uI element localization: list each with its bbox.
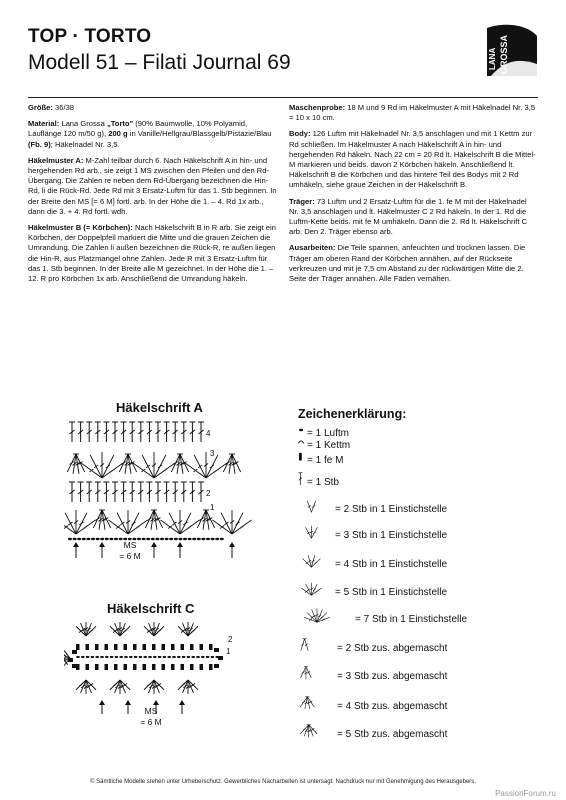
row-4-stitch <box>138 422 144 442</box>
single-crochet <box>190 644 194 650</box>
5-stb-cluster-icon <box>295 722 339 740</box>
row-2-stitch <box>164 482 170 502</box>
single-crochet <box>171 644 175 650</box>
left-column <box>28 103 277 290</box>
row-4-stitch <box>181 422 187 442</box>
single-crochet <box>105 664 109 670</box>
single-crochet <box>76 644 80 650</box>
4-stb-fan-icon <box>295 552 339 570</box>
single-crochet <box>162 664 166 670</box>
row-number: 2 <box>228 635 233 644</box>
body-label: Body: <box>289 129 311 139</box>
body-text: 126 Luftm mit Häkelnadel Nr. 3,5 anschlagen und mit 1 Kettm zur Rd schließen. Im Häkelmuster A nach Häkelschrift A in hin- und hergehenden Rd häkeln. Nach 22 cm = 20 Rd lt. Häkelschrift B die Mittel-M markieren und beids. davon 2 Körbchen häkeln. Anschließend lt. Häkelschrift B die Körbchen und das hintere Teil des Bodys mit 2 Rd umhäkeln, siehe graue Zeichen in der Häkelschrift B. <box>289 129 536 190</box>
groesse-value: 36/38 <box>52 103 75 112</box>
row-3-fan <box>81 452 123 478</box>
row-2-stitch <box>146 482 152 502</box>
legend-item <box>295 640 535 658</box>
pattern-repeat-arrow <box>177 542 183 558</box>
row-2-stitch <box>198 482 204 502</box>
row-2-stitch <box>78 482 84 502</box>
single-crochet <box>86 644 90 650</box>
top-border-fan <box>144 622 164 636</box>
ms-end-arrow <box>151 542 157 558</box>
body-paragraph <box>289 129 538 190</box>
lana-grossa-logo <box>483 20 541 80</box>
legend-item-label: = 4 Stb in 1 Einstichstelle <box>335 559 448 570</box>
single-crochet <box>68 658 73 662</box>
single-crochet <box>133 664 137 670</box>
ms-count-a: = 6 M <box>119 551 141 561</box>
single-crochet <box>152 664 156 670</box>
single-crochet <box>181 664 185 670</box>
row-4-stitch <box>189 422 195 442</box>
legend-item-label: = 1 fe M <box>307 455 344 466</box>
legend-item <box>295 452 535 470</box>
row-4-stitch <box>121 422 127 442</box>
legend-item-label: = 7 Stb in 1 Einstichstelle <box>355 614 468 625</box>
row-1-fan <box>108 510 147 534</box>
legend-item-label: = 1 Stb <box>307 477 339 488</box>
material-text: Lana Grossa <box>59 119 107 129</box>
material-amount: 200 g <box>108 129 128 139</box>
row-1-fan <box>64 510 96 534</box>
traeger-text: 73 Luftm und 2 Ersatz-Luftm für die 1. fe M mit der Häkelnadel Nr. 3,5 anschlagen und lt. Häkelmuster C 2 Rd häkeln. In der 1. Rd die Luftm-Kette beids. mit fe M umhäkeln. Dann die 2. Rd lt. Häkelschrift C arb. Den 2. Träger ebenso arb. <box>289 196 528 237</box>
legend-item <box>295 698 535 716</box>
material-yarn: „Torto" <box>106 119 134 129</box>
single-crochet <box>72 664 77 668</box>
single-crochet <box>209 664 213 670</box>
legend-item-label: = 4 Stb zus. abgemascht <box>337 701 448 712</box>
single-crochet <box>200 644 204 650</box>
pattern-repeat-arrow <box>99 700 105 714</box>
row-2-stitch <box>103 482 109 502</box>
bottom-border-fan <box>76 680 96 694</box>
row-2-stitch <box>189 482 195 502</box>
row-2-stitch <box>172 482 178 502</box>
legend-item <box>295 584 535 602</box>
single-crochet <box>190 664 194 670</box>
legend-item-label: = 3 Stb zus. abgemascht <box>337 671 448 682</box>
legend-item <box>295 668 535 686</box>
legend-item <box>295 527 535 545</box>
right-column <box>289 103 538 290</box>
row-3-cluster <box>223 454 240 474</box>
row-number: 2 <box>206 489 211 498</box>
bottom-border-fan <box>110 680 130 694</box>
double-crochet-symbol <box>298 473 302 485</box>
maschenprobe-label: Maschenprobe: <box>289 103 346 112</box>
row-2-stitch <box>112 482 118 502</box>
row-4-stitch <box>129 422 135 442</box>
single-crochet <box>200 664 204 670</box>
row-2-stitch <box>121 482 127 502</box>
single-crochet <box>114 644 118 650</box>
muster-a-paragraph <box>28 156 277 217</box>
row-number: 3 <box>210 449 215 458</box>
legend-item <box>295 556 535 574</box>
crochet-chart-a <box>64 418 264 568</box>
row-4-stitch <box>155 422 161 442</box>
ms-label-a: MS <box>123 540 137 550</box>
pattern-repeat-arrow <box>179 700 185 714</box>
row-4-stitch <box>78 422 84 442</box>
legend-item-label: = 1 Kettm <box>307 440 351 451</box>
material-text: ; Häkelnadel Nr. 3,5. <box>50 139 120 149</box>
5-stb-fan-icon <box>295 580 339 598</box>
single-crochet <box>105 644 109 650</box>
legend-item <box>295 726 535 744</box>
groesse-paragraph <box>28 103 277 113</box>
single-crochet <box>86 664 90 670</box>
row-number: 1 <box>210 503 215 512</box>
chain-foundation <box>76 656 219 658</box>
row-1-fan <box>212 510 251 534</box>
single-crochet <box>133 644 137 650</box>
muster-b-paragraph <box>28 223 277 284</box>
maschenprobe-paragraph <box>289 103 538 123</box>
single-crochet <box>114 664 118 670</box>
single-crochet <box>171 664 175 670</box>
ausarbeiten-text: Die Teile spannen, anfeuchten und trocknen lassen. Die Träger am oberen Rand der Körbchen annähen, auf der Rückseite verkreuzen und mit je 7,5 cm Abstand zu der rückwärtigen Mitte die 2. Seite der Träger annähen. Alle Fäden vernähen. <box>289 243 526 284</box>
groesse-label: Größe: <box>28 103 53 112</box>
row-1-fan <box>160 510 199 534</box>
3-stb-fan-icon <box>295 523 339 541</box>
single-crochet <box>72 650 77 654</box>
row-1-cluster <box>93 510 110 530</box>
2-stb-cluster-icon <box>295 636 339 654</box>
legend-item-label: = 5 Stb in 1 Einstichstelle <box>335 587 448 598</box>
row-4-stitch <box>69 422 75 442</box>
bottom-border-fan <box>144 680 164 694</box>
row-4-stitch <box>172 422 178 442</box>
row-2-stitch <box>138 482 144 502</box>
ausarbeiten-label: Ausarbeiten: <box>289 243 336 253</box>
single-crochet <box>214 648 219 652</box>
row-2-stitch <box>95 482 101 502</box>
single-crochet <box>143 664 147 670</box>
row-1-cluster <box>197 510 214 530</box>
copyright-notice: © Sämtliche Modelle stehen unter Urheberschutz. Gewerbliches Nacharbeiten ist untersagt. Nachdruck nur mit Genehmigung des Herausgebers. <box>90 779 476 785</box>
traeger-label: Träger: <box>289 196 315 206</box>
row-number: 1 <box>226 647 231 656</box>
legend-item-label: = 3 Stb in 1 Einstichstelle <box>335 530 448 541</box>
ms-start-arrow <box>99 542 105 558</box>
single-crochet <box>124 644 128 650</box>
row-2-stitch <box>69 482 75 502</box>
row-4-stitch <box>198 422 204 442</box>
watermark: PassionForum.ru <box>495 789 556 798</box>
row-4-stitch <box>146 422 152 442</box>
4-stb-cluster-icon <box>295 694 339 712</box>
diagram-c-title: Häkelschrift C <box>107 601 195 616</box>
row-4-stitch <box>103 422 109 442</box>
2-stb-fan-icon <box>295 497 339 515</box>
svg-text:GROSSA: GROSSA <box>499 34 509 74</box>
pattern-repeat-arrow <box>73 542 79 558</box>
page-title: TOP · TORTO <box>28 26 152 47</box>
diagram-a-title: Häkelschrift A <box>116 400 203 415</box>
legend-item-label: = 1 Luftm <box>307 428 349 439</box>
single-crochet <box>95 644 99 650</box>
row-2-stitch <box>155 482 161 502</box>
single-crochet <box>209 644 213 650</box>
row-4-stitch <box>112 422 118 442</box>
material-label: Material: <box>28 119 60 129</box>
muster-b-label: Häkelmuster B (= Körbchen): <box>28 223 133 233</box>
muster-a-label: Häkelmuster A: <box>28 155 84 165</box>
maschenprobe-text: 18 M und 9 Rd im Häkelmuster A mit Häkelnadel Nr. 3,5 = 10 x 10 cm. <box>289 103 536 123</box>
traeger-paragraph <box>289 197 538 238</box>
legend-item-label: = 2 Stb zus. abgemascht <box>337 643 448 654</box>
single-crochet <box>124 664 128 670</box>
single-crochet <box>181 644 185 650</box>
top-border-fan <box>76 622 96 636</box>
header-divider <box>28 97 538 98</box>
legend-title: Zeichenerklärung: <box>298 407 407 421</box>
row-2-stitch <box>129 482 135 502</box>
row-3-fan <box>185 452 227 478</box>
bottom-border-fan <box>178 680 198 694</box>
single-crochet <box>152 644 156 650</box>
row-4-stitch <box>86 422 92 442</box>
material-color-number: (Fb. 9) <box>28 139 51 149</box>
row-2-stitch <box>86 482 92 502</box>
row-number: 4 <box>206 429 211 438</box>
row-4-stitch <box>95 422 101 442</box>
legend-item <box>295 611 535 629</box>
ausarbeiten-paragraph <box>289 243 538 284</box>
crochet-chart-c <box>64 618 264 718</box>
legend-item-label: = 2 Stb in 1 Einstichstelle <box>335 504 448 515</box>
material-paragraph <box>28 119 277 150</box>
row-4-stitch <box>164 422 170 442</box>
legend-item-label: = 5 Stb zus. abgemascht <box>337 729 448 740</box>
row-3-fan <box>133 452 175 478</box>
7-stb-fan-icon <box>295 607 339 625</box>
top-border-fan <box>110 622 130 636</box>
single-crochet <box>214 664 219 668</box>
legend-item <box>295 474 535 492</box>
material-text: in Vanille/Hellgrau/Blassgelb/Pistazie/Blau <box>127 129 272 139</box>
3-stb-cluster-icon <box>295 664 339 682</box>
legend-item <box>295 501 535 519</box>
top-border-fan <box>178 622 198 636</box>
single-crochet <box>95 664 99 670</box>
single-crochet <box>162 644 166 650</box>
ms-count-c: = 6 M <box>140 717 162 727</box>
material-text: (90% Baumwolle, 10% Polyamid, Lauflänge 120 m/50 g), <box>28 119 248 139</box>
single-crochet <box>143 644 147 650</box>
row-2-stitch <box>181 482 187 502</box>
row-1-cluster <box>145 510 162 530</box>
page-subtitle: Modell 51 – Filati Journal 69 <box>28 51 291 74</box>
muster-b-text: Nach Häkelschrift B in R arb. Sie zeigt ein Körbchen, der Doppelpfeil markiert die Mitte und die grauen Zeichen die Umrandung. Die Zahlen li außen bezeichnen die Rück-R, re außen liegen die Hin-R, aus Platzmangel ohne Zahlen. Jede R mit 3 Ersatz-Luftm für das 1. Stb beginnen. In der Breite alle M gezeichnet. In der Höhe die 1. – 12. R pro Körbchen 1x arb. Anschließend die Umrandung häkeln. <box>28 223 276 284</box>
pattern-repeat-arrow <box>229 542 235 558</box>
muster-a-text: M-Zahl teilbar durch 6. Nach Häkelschrift A in hin- und hergehenden Rd arb., sie zeigt 1 MS zwischen den Pfeilen und den Rd-Übergang. Die Zahlen re neben dem Rd-Übergang bezeichnen die Hin-Rd, li die Rück-Rd. Jede Rd mit 3 Ersatz-Luftm für das 1. Stb beginnen. In der Breite den MS [= 6 M] fortl. arb. In der Höhe die 1. – 4. Rd 1x arb., dann die 3. + 4. Rd fortl. wdh. <box>28 155 277 216</box>
svg-text:LANA: LANA <box>488 47 497 70</box>
ms-label-c: MS <box>144 706 158 716</box>
